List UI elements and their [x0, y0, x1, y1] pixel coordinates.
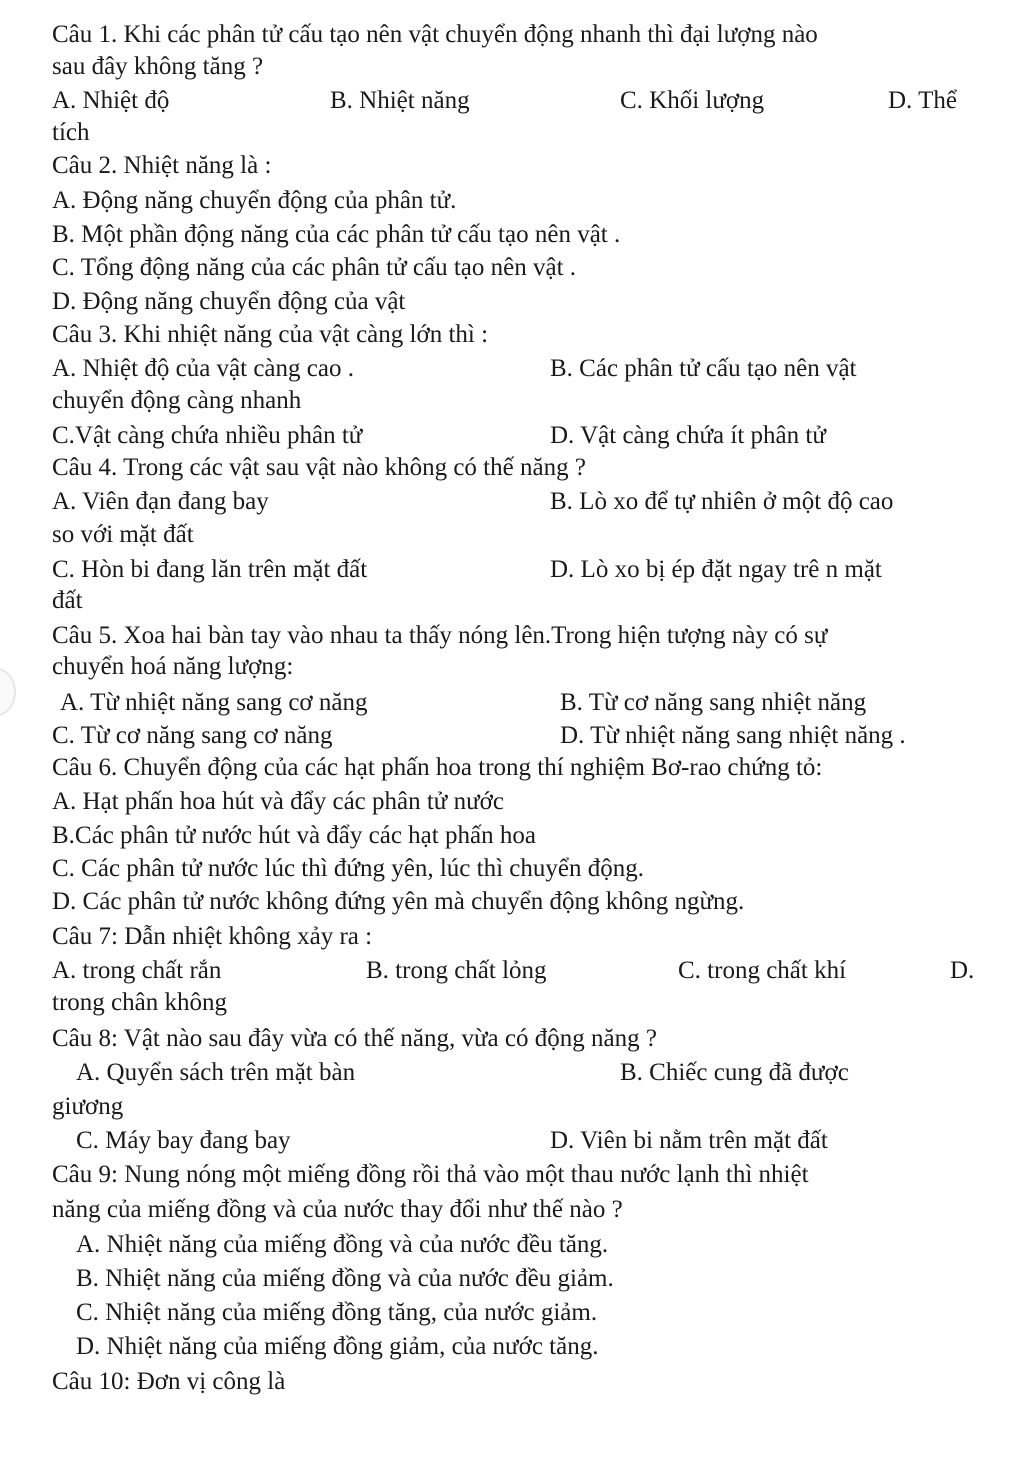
q7-option-d: D. [950, 957, 975, 984]
q8-option-d: D. Viên bi nằm trên mặt đất [550, 1127, 828, 1154]
q1-option-b: B. Nhiệt năng [330, 87, 470, 114]
q5-option-d: D. Từ nhiệt năng sang nhiệt năng . [560, 722, 906, 749]
q7-option-a: A. trong chất rắn [52, 957, 222, 984]
q1-option-a: A. Nhiệt độ [52, 87, 170, 114]
q9-option-a: A. Nhiệt năng của miếng đồng và của nước đều tăng. [76, 1231, 609, 1258]
q6-option-b: B.Các phân tử nước hút và đẩy các hạt phấn hoa [52, 822, 536, 849]
q7-option-d-cont: trong chân không [52, 989, 227, 1016]
q2-option-d: D. Động năng chuyển động của vật [52, 288, 406, 315]
q4-option-d-cont: đất [52, 587, 83, 614]
q5-line-1: Câu 5. Xoa hai bàn tay vào nhau ta thấy nóng lên.Trong hiện tượng này có sự [52, 622, 828, 649]
q2-title: Câu 2. Nhiệt năng là : [52, 152, 272, 179]
q3-option-b: B. Các phân tử cấu tạo nên vật [550, 355, 857, 382]
q8-option-a: A. Quyển sách trên mặt bàn [76, 1059, 356, 1086]
q2-option-c: C. Tổng động năng của các phân tử cấu tạo nên vật . [52, 254, 577, 281]
q1-line-2: sau đây không tăng ? [52, 53, 264, 80]
q4-option-b-cont: so với mặt đất [52, 521, 194, 548]
q9-line-1: Câu 9: Nung nóng một miếng đồng rồi thả vào một thau nước lạnh thì nhiệt [52, 1161, 809, 1188]
q1-option-d: D. Thể [888, 87, 957, 114]
q8-option-b: B. Chiếc cung đã được [620, 1059, 849, 1086]
q7-option-b: B. trong chất lỏng [366, 957, 547, 984]
q5-line-2: chuyển hoá năng lượng: [52, 653, 294, 680]
q9-option-b: B. Nhiệt năng của miếng đồng và của nước đều giảm. [76, 1265, 614, 1292]
q4-option-b: B. Lò xo để tự nhiên ở một độ cao [550, 488, 894, 515]
q5-option-a: A. Từ nhiệt năng sang cơ năng [60, 689, 368, 716]
q7-title: Câu 7: Dẫn nhiệt không xảy ra : [52, 923, 373, 950]
q9-option-c: C. Nhiệt năng của miếng đồng tăng, của nước giảm. [76, 1299, 598, 1326]
q1-option-c: C. Khối lượng [620, 87, 765, 114]
q1-line-1: Câu 1. Khi các phân tử cấu tạo nên vật chuyển động nhanh thì đại lượng nào [52, 21, 818, 48]
q7-option-c: C. trong chất khí [678, 957, 847, 984]
q5-option-b: B. Từ cơ năng sang nhiệt năng [560, 689, 867, 716]
q4-title: Câu 4. Trong các vật sau vật nào không có thế năng ? [52, 454, 586, 481]
q6-option-d: D. Các phân tử nước không đứng yên mà chuyển động không ngừng. [52, 888, 745, 915]
q9-line-2: năng của miếng đồng và của nước thay đổi như thế nào ? [52, 1196, 623, 1223]
q4-option-c: C. Hòn bi đang lăn trên mặt đất [52, 556, 368, 583]
q1-option-d-cont: tích [52, 119, 90, 146]
q3-option-a: A. Nhiệt độ của vật càng cao . [52, 355, 354, 382]
q8-title: Câu 8: Vật nào sau đây vừa có thế năng, vừa có động năng ? [52, 1025, 657, 1052]
q3-title: Câu 3. Khi nhiệt năng của vật càng lớn thì : [52, 321, 489, 348]
page-edge-mark [0, 668, 16, 716]
q5-option-c: C. Từ cơ năng sang cơ năng [52, 722, 333, 749]
q4-option-a: A. Viên đạn đang bay [52, 488, 269, 515]
q8-option-c: C. Máy bay đang bay [76, 1127, 291, 1154]
q10-title: Câu 10: Đơn vị công là [52, 1368, 286, 1395]
q2-option-a: A. Động năng chuyển động của phân tử. [52, 187, 457, 214]
q3-option-b-cont: chuyển động càng nhanh [52, 387, 302, 414]
q6-title: Câu 6. Chuyển động của các hạt phấn hoa trong thí nghiệm Bơ-rao chứng tỏ: [52, 754, 823, 781]
q2-option-b: B. Một phần động năng của các phân tử cấu tạo nên vật . [52, 221, 621, 248]
q6-option-c: C. Các phân tử nước lúc thì đứng yên, lúc thì chuyển động. [52, 855, 644, 882]
q8-option-b-cont: giương [52, 1093, 124, 1120]
q3-option-c: C.Vật càng chứa nhiều phân tử [52, 422, 363, 449]
q3-option-d: D. Vật càng chứa ít phân tử [550, 422, 826, 449]
q9-option-d: D. Nhiệt năng của miếng đồng giảm, của nước tăng. [76, 1333, 599, 1360]
q4-option-d: D. Lò xo bị ép đặt ngay trê n mặt [550, 556, 882, 583]
q6-option-a: A. Hạt phấn hoa hút và đẩy các phân tử nước [52, 788, 504, 815]
